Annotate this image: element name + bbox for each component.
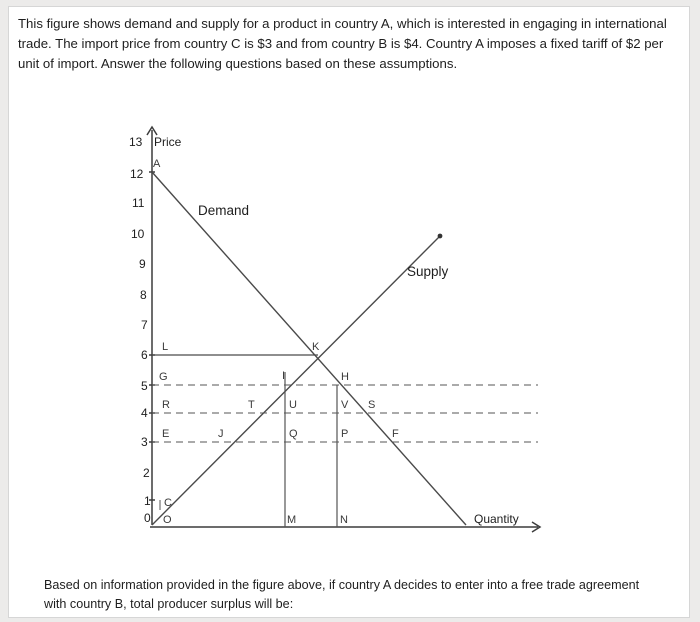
point-label-p: P <box>341 428 349 440</box>
point-label-n: N <box>340 514 348 526</box>
point-label-q: Q <box>289 428 298 440</box>
y-tick-7: 7 <box>141 318 148 332</box>
point-label-f: F <box>392 428 399 440</box>
y-tick-3: 3 <box>141 435 148 449</box>
y-tick-11: 11 <box>132 196 145 210</box>
point-label-s: S <box>368 399 376 411</box>
supply-curve <box>152 236 440 525</box>
point-label-t: T <box>248 399 255 411</box>
y-tick-10: 10 <box>131 227 145 241</box>
point-label-u: U <box>289 399 297 411</box>
point-label-v: V <box>341 399 349 411</box>
point-label-e: E <box>162 428 170 440</box>
point-label-a: A <box>153 158 161 170</box>
intro-paragraph: This figure shows demand and supply for a product in country A, which is interested in engaging in international trade. The import price from country C is $3 and from country B is $4. Country A imposes a fixed tariff of $2 per unit of import. Answer the following questions based on these assumptions. <box>18 16 667 71</box>
point-label-r: R <box>162 399 170 411</box>
y-tick-8: 8 <box>140 288 147 302</box>
supply-endpoint <box>438 234 443 239</box>
y-tick-5: 5 <box>141 379 148 393</box>
point-label-c: C <box>164 497 172 509</box>
x-axis-title: Quantity <box>474 512 519 526</box>
demand-label: Demand <box>198 203 250 218</box>
y-axis-title: Price <box>154 135 182 149</box>
supply-label: Supply <box>407 264 449 279</box>
point-label-o: O <box>163 514 172 526</box>
point-label-j: J <box>218 428 224 440</box>
point-label-m: M <box>287 514 297 526</box>
point-label-i: I <box>282 370 286 382</box>
y-tick-4: 4 <box>141 406 148 420</box>
y-tick-6: 6 <box>141 348 148 362</box>
point-label-h: H <box>341 371 349 383</box>
point-label-k: K <box>312 341 320 353</box>
y-tick-12: 12 <box>130 167 144 181</box>
y-tick-9: 9 <box>139 257 146 271</box>
y-tick-2: 2 <box>143 466 150 480</box>
y-tick-1: 1 <box>144 494 151 508</box>
y-tick-13: 13 <box>129 135 143 149</box>
question-text: Based on information provided in the figure above, if country A decides to enter into a free trade agreement with country B, total producer surplus will be: <box>44 578 640 611</box>
y-tick-0: 0 <box>144 511 151 525</box>
demand-curve <box>152 172 466 525</box>
point-label-g: G <box>159 371 168 383</box>
point-label-l: L <box>162 341 169 353</box>
y-tick-labels <box>129 135 151 525</box>
